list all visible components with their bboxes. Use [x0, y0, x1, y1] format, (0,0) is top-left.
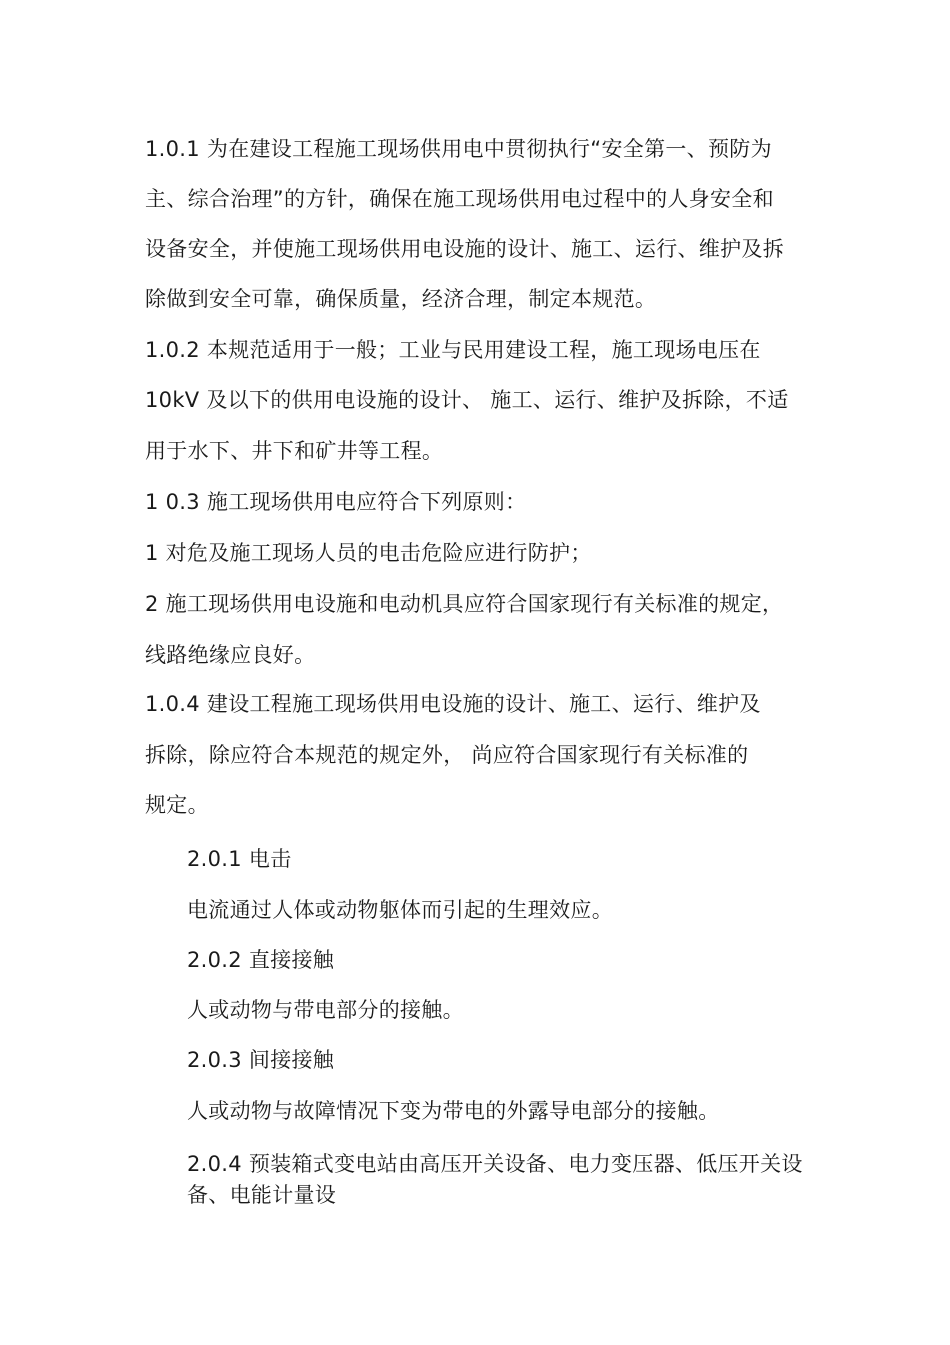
term-definition: 电流通过人体或动物躯体而引起的生理效应。 [187, 898, 613, 922]
term-heading: 2.0.3 间接接触 [187, 1048, 335, 1072]
clause-1-0-4-line-3: 规定。 [145, 793, 209, 817]
clause-1-0-4-line-1: 1.0.4 建设工程施工现场供用电设施的设计、施工、运行、维护及 [145, 692, 761, 716]
term-heading: 2.0.1 电击 [187, 847, 292, 871]
term-definition: 人或动物与故障情况下变为带电的外露导电部分的接触。 [187, 1099, 720, 1123]
clause-1-0-1-line-2: 主、综合治理”的方针，确保在施工现场供用电过程中的人身安全和 [145, 187, 774, 211]
clause-1-0-1-line-4: 除做到安全可靠，确保质量，经济合理，制定本规范。 [145, 287, 657, 311]
clause-1-0-3-item-2-line-2: 线路绝缘应良好。 [145, 643, 316, 667]
term-heading: 2.0.2 直接接触 [187, 948, 335, 972]
clause-1-0-2-line-3: 用于水下、井下和矿井等工程。 [145, 439, 444, 463]
term-definition: 人或动物与带电部分的接触。 [187, 998, 464, 1022]
clause-1-0-2-line-2: 10kV 及以下的供用电设施的设计、 施工、运行、维护及拆除，不适 [145, 388, 789, 412]
clause-1-0-3-item-2-line-1: 2 施工现场供用电设施和电动机具应符合国家现行有关标准的规定， [145, 592, 784, 616]
clause-1-0-2-line-1: 1.0.2 本规范适用于一般；工业与民用建设工程，施工现场电压在 [145, 338, 761, 362]
term-2-0-4-line-2: 备、电能计量设 [187, 1183, 337, 1207]
clause-1-0-1-line-1: 1.0.1 为在建设工程施工现场供用电中贯彻执行“安全第一、预防为 [145, 137, 772, 161]
clause-1-0-3-line-1: 1 0.3 施工现场供用电应符合下列原则： [145, 490, 527, 514]
clause-1-0-1-line-3: 设备安全，并使施工现场供用电设施的设计、施工、运行、维护及拆 [145, 237, 784, 261]
term-2-0-4-line-1: 2.0.4 预装箱式变电站由高压开关设备、电力变压器、低压开关设 [187, 1152, 803, 1176]
clause-1-0-4-line-2: 拆除，除应符合本规范的规定外， 尚应符合国家现行有关标准的 [145, 743, 749, 767]
clause-1-0-3-item-1: 1 对危及施工现场人员的电击危险应进行防护； [145, 541, 592, 565]
